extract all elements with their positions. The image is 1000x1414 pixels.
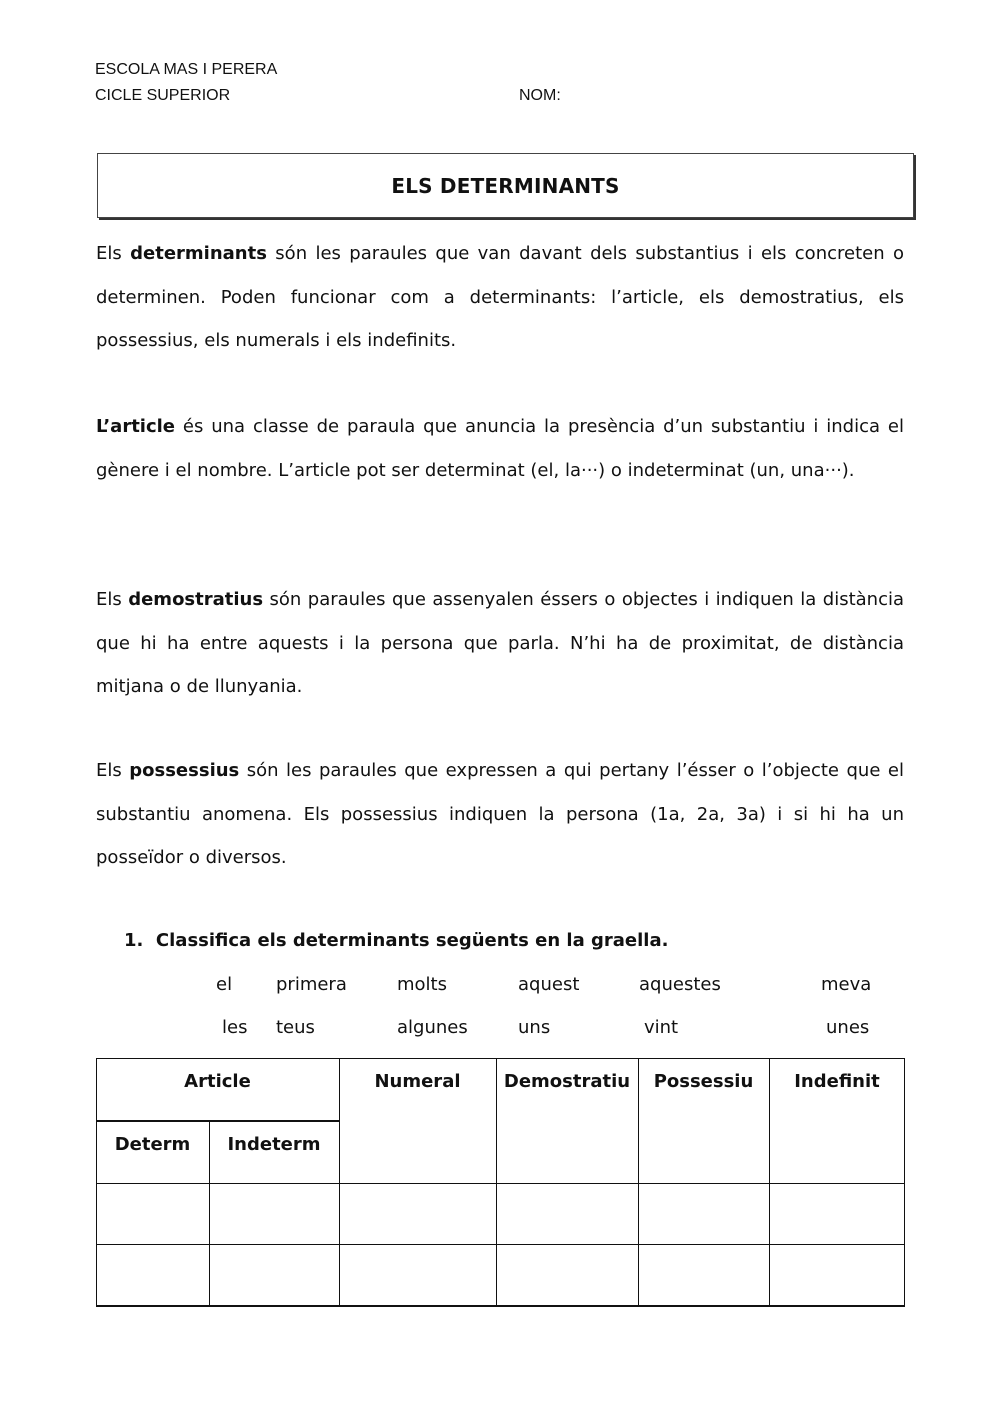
- answer-cell[interactable]: [639, 1245, 769, 1305]
- paragraph-determinants: Els determinants són les paraules que van davant dels substantius i els concreten o determinen. Poden funcionar com a determinants: l’article, els demostratius, els possessius, els numerals i els indefinits.: [96, 243, 904, 351]
- word-item: molts: [397, 974, 447, 995]
- header-article: Article: [184, 1071, 251, 1092]
- term-demostratius: demostratius: [128, 589, 264, 610]
- exercise-instruction: 1. Classifica els determinants següents en la graella.: [124, 930, 669, 951]
- answer-cell[interactable]: [497, 1245, 638, 1305]
- term-possessius: possessius: [129, 760, 240, 781]
- header-demostratiu: Demostratiu: [503, 1071, 631, 1092]
- header-determ: Determ: [114, 1134, 191, 1155]
- answer-cell[interactable]: [210, 1245, 339, 1305]
- answer-cell[interactable]: [770, 1184, 904, 1244]
- answer-cell[interactable]: [340, 1245, 496, 1305]
- answer-cell[interactable]: [210, 1184, 339, 1244]
- answer-cell[interactable]: [497, 1184, 638, 1244]
- answer-cell[interactable]: [770, 1245, 904, 1305]
- answer-cell[interactable]: [97, 1245, 209, 1305]
- word-item: aquestes: [639, 974, 721, 995]
- header-indeterm: Indeterm: [227, 1134, 321, 1155]
- paragraph-demostratius: Els demostratius són paraules que assenyalen éssers o objectes i indiquen la distància que hi ha entre aquests i la persona que parla. N’hi ha de proximitat, de distància mitjana o de llunyania.: [96, 589, 904, 697]
- header-numeral: Numeral: [374, 1071, 461, 1092]
- title-box: [97, 153, 914, 218]
- word-item: meva: [821, 974, 872, 995]
- school-name: ESCOLA MAS I PERERA: [95, 61, 278, 78]
- word-item: uns: [518, 1017, 551, 1038]
- word-item: algunes: [397, 1017, 468, 1038]
- paragraph-article: L’article és una classe de paraula que anuncia la presència d’un substantiu i indica el gènere i el nombre. L’article pot ser determinat (el, la···) o indeterminat (un, una···).: [96, 416, 904, 481]
- answer-cell[interactable]: [97, 1184, 209, 1244]
- term-article: L’article: [96, 416, 176, 437]
- word-item: vint: [644, 1017, 679, 1038]
- word-item: les: [222, 1017, 248, 1038]
- word-item: aquest: [518, 974, 580, 995]
- school-cycle: CICLE SUPERIOR: [95, 87, 231, 104]
- word-item: teus: [276, 1017, 315, 1038]
- exercise-number: 1.: [124, 930, 144, 951]
- header-indefinit: Indefinit: [794, 1071, 880, 1092]
- answer-cell[interactable]: [340, 1184, 496, 1244]
- name-label: NOM:: [519, 87, 561, 104]
- word-item: primera: [276, 974, 347, 995]
- term-determinants: determinants: [130, 243, 267, 264]
- word-item: el: [216, 974, 233, 995]
- answer-cell[interactable]: [639, 1184, 769, 1244]
- classification-table: [96, 1058, 905, 1307]
- header-possessiu: Possessiu: [653, 1071, 754, 1092]
- paragraph-possessius: Els possessius són les paraules que expressen a qui pertany l’ésser o l’objecte que el substantiu anomena. Els possessius indiquen la persona (1a, 2a, 3a) i si hi ha un posseïdor o diversos.: [96, 760, 904, 868]
- word-item: unes: [826, 1017, 870, 1038]
- page-title: ELS DETERMINANTS: [391, 173, 620, 198]
